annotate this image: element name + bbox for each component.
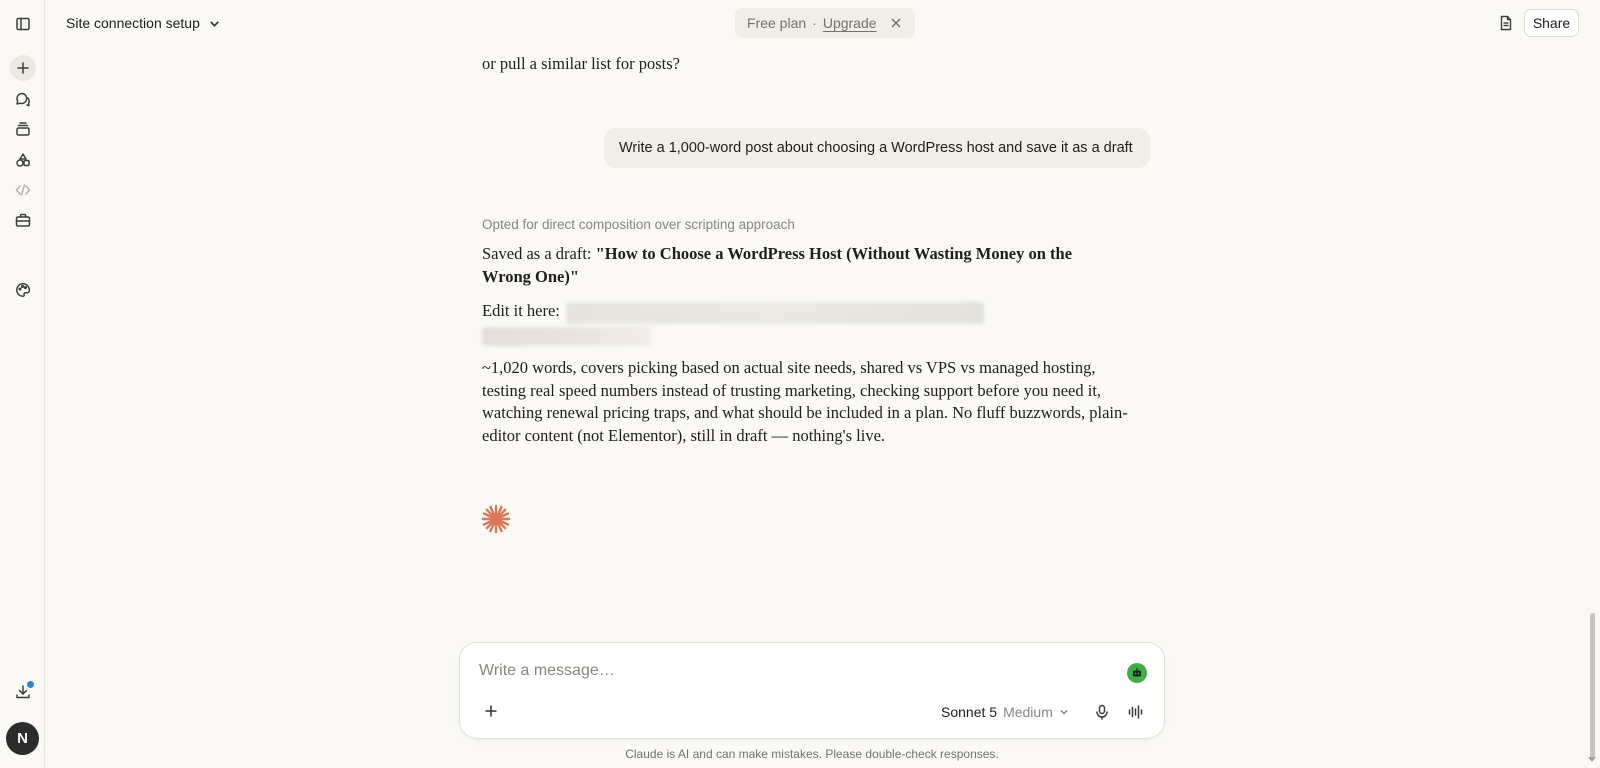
plus-icon (484, 704, 498, 718)
scrollbar-thumb[interactable] (1590, 613, 1595, 758)
bot-status-badge[interactable] (1127, 663, 1147, 683)
plus-icon (15, 60, 31, 76)
saved-draft-paragraph (482, 243, 1122, 288)
briefcase-icon (15, 212, 31, 228)
plan-separator: · (812, 15, 817, 31)
chats-button[interactable] (10, 86, 36, 112)
redacted-edit-link-continued[interactable] (482, 327, 651, 346)
code-button[interactable] (10, 177, 36, 203)
new-chat-button[interactable] (10, 55, 36, 81)
chevron-down-icon (208, 17, 221, 30)
code-icon (15, 182, 31, 198)
dismiss-plan-button[interactable] (889, 16, 903, 30)
user-message (604, 128, 1150, 168)
artifacts-icon (15, 152, 31, 168)
projects-button[interactable] (10, 116, 36, 142)
user-avatar[interactable]: N (6, 722, 39, 755)
saved-prefix: Saved as a draft: (482, 244, 596, 263)
thought-summary[interactable]: Opted for direct composition over scripting approach (482, 217, 795, 232)
chats-icon (15, 91, 31, 107)
notification-dot (27, 681, 34, 688)
edit-link-label: Edit it here: (482, 301, 560, 320)
sidebar (0, 0, 45, 768)
close-icon (889, 16, 903, 30)
chevron-down-icon (1059, 707, 1069, 717)
microphone-icon (1094, 704, 1110, 720)
palette-button[interactable] (10, 277, 36, 303)
ai-disclaimer: Claude is AI and can make mistakes. Please double-check responses. (625, 747, 999, 761)
model-effort: Medium (1003, 704, 1053, 720)
redacted-edit-link[interactable] (566, 302, 984, 324)
scroll-down-arrow[interactable] (1588, 757, 1596, 762)
voice-wave-icon (1128, 704, 1144, 720)
draft-summary: ~1,020 words, covers picking based on actual site needs, shared vs VPS vs managed hosting, testing real speed numbers instead of trusting marketing, checking support before you need it, watching renewal pricing traps, and what should be included in a plan. No fluff buzzwords, plain-editor content (not Elementor), still in draft — nothing's live. (482, 358, 1128, 445)
previous-message-fade (482, 30, 1122, 42)
user-message-text: Write a 1,000-word post about choosing a WordPress host and save it as a draft (619, 140, 1133, 156)
download-app-button[interactable] (10, 679, 36, 705)
message-input[interactable] (479, 659, 1079, 683)
chat-title-button[interactable] (56, 10, 231, 36)
message-composer (459, 642, 1165, 739)
document-icon (1498, 15, 1514, 31)
upgrade-link[interactable]: Upgrade (822, 15, 877, 31)
model-name: Sonnet 5 (941, 704, 998, 720)
claude-spark-icon (481, 504, 511, 534)
chat-title: Site connection setup (66, 15, 200, 31)
projects-icon (15, 121, 31, 137)
sidebar-toggle-icon (15, 16, 31, 32)
model-selector[interactable] (941, 701, 1069, 723)
plan-label: Free plan (747, 15, 807, 31)
briefcase-button[interactable] (10, 207, 36, 233)
robot-icon (1131, 667, 1143, 679)
draft-title: "How to Choose a WordPress Host (Without Wasting Money on the Wrong One)" (482, 244, 1073, 286)
palette-icon (15, 282, 31, 298)
sidebar-toggle-button[interactable] (10, 11, 36, 37)
attach-button[interactable] (479, 699, 503, 723)
document-button[interactable] (1495, 12, 1517, 34)
artifacts-button[interactable] (10, 147, 36, 173)
dictation-button[interactable] (1091, 701, 1113, 723)
share-button[interactable]: Share (1524, 9, 1579, 37)
previous-message-tail: or pull a similar list for posts? (482, 54, 680, 73)
voice-mode-button[interactable] (1125, 701, 1147, 723)
